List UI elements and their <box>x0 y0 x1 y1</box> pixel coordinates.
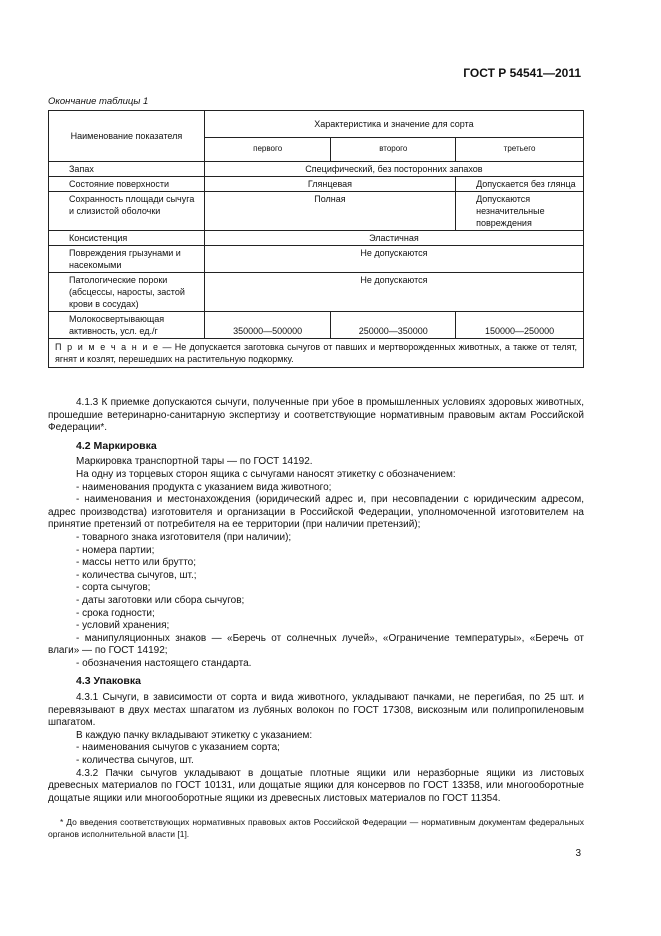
paragraph-4-1-3: 4.1.3 К приемке допускаются сычуги, полученные при убое в промышленных условиях здоровых животных, прошедшие ветеринарно-санитарную экспертизу и соответствующие нормативным правовым актам Российской Федерации*. <box>48 397 584 434</box>
row-name: Сохранность площади сычуга и слизистой оболочки <box>49 192 205 231</box>
row-value: Глянцевая <box>204 177 455 192</box>
list-item: - даты заготовки или сбора сычугов; <box>76 594 245 606</box>
list-item: - условий хранения; <box>76 620 170 632</box>
row-value: 250000—350000 <box>331 312 456 339</box>
header-grade-group: Характеристика и значение для сорта <box>204 111 583 138</box>
list-item: - наименования продукта с указанием вида животного; <box>76 481 332 493</box>
note-text: — Не допускается заготовка сычугов от павших и мертворожденных животных, а также от телят, ягнят и козлят, перешедших на растительную подкормку. <box>55 342 577 364</box>
page-number: 3 <box>575 848 581 859</box>
paragraph-4-3-1-b: В каждую пачку вкладывают этикетку с указанием: <box>76 729 313 741</box>
row-name: Консистенция <box>49 231 205 246</box>
paragraph-4-2-a: Маркировка транспортной тары — по ГОСТ 14192. <box>76 456 313 468</box>
footnote-text: * До введения соответствующих нормативных правовых актов Российской Федерации — нормативным документам федеральных органов исполнительной власти [1]. <box>48 817 584 839</box>
row-value: Допускается без глянца <box>456 177 584 192</box>
table-row <box>49 192 584 231</box>
row-value: Не допускаются <box>204 273 583 312</box>
document-code: ГОСТ Р 54541—2011 <box>463 66 581 80</box>
row-name: Патологические пороки (абсцессы, наросты, застой крови в сосудах) <box>49 273 205 312</box>
document-body <box>48 397 584 805</box>
table-note <box>49 339 584 368</box>
table-row <box>49 162 584 177</box>
list-item: - количества сычугов, шт. <box>76 755 194 767</box>
row-value: Эластичная <box>204 231 583 246</box>
row-name: Состояние поверхности <box>49 177 205 192</box>
header-indicator: Наименование показателя <box>49 111 205 162</box>
row-value: Специфический, без посторонних запахов <box>204 162 583 177</box>
paragraph-4-3-1: 4.3.1 Сычуги, в зависимости от сорта и вида животного, укладывают пачками, не перегибая, по 25 шт. и перевязывают в двух местах шпагатом из лубяных волокон по ГОСТ 17308, вискозным или полипропиленовым шпагатом. <box>48 692 584 729</box>
quality-table <box>48 110 584 368</box>
list-item: - количества сычугов, шт.; <box>76 569 197 581</box>
list-item: - срока годности; <box>76 607 155 619</box>
row-name: Повреждения грызунами и насекомыми <box>49 246 205 273</box>
list-item: - массы нетто или брутто; <box>76 557 196 569</box>
row-value: Полная <box>204 192 455 231</box>
table-header-row <box>49 111 584 138</box>
section-heading-4-2: 4.2 Маркировка <box>76 439 157 452</box>
section-heading-4-3: 4.3 Упаковка <box>76 675 141 688</box>
row-value: 350000—500000 <box>204 312 331 339</box>
header-grade-1: первого <box>204 137 331 161</box>
table-caption: Окончание таблицы 1 <box>48 96 149 107</box>
row-name: Молокосвертывающая активность, усл. ед./г <box>49 312 205 339</box>
footnote <box>48 816 584 840</box>
header-grade-3: третьего <box>456 137 584 161</box>
table-note-row <box>49 339 584 368</box>
paragraph-4-2-b: На одну из торцевых сторон ящика с сычугами наносят этикетку с обозначением: <box>76 468 456 480</box>
paragraph-4-3-2: 4.3.2 Пачки сычугов укладывают в дощатые плотные ящики или неразборные ящики из листовых древесных материалов по ГОСТ 10131, или дощатые ящики для консервов по ГОСТ 13358, или многооборотные дощатые ящики или многооборотные ящики из древесных листовых материалов по ГОСТ 11354. <box>48 767 584 804</box>
row-value: 150000—250000 <box>456 312 584 339</box>
table-row <box>49 312 584 339</box>
row-value: Не допускаются <box>204 246 583 273</box>
list-item: - товарного знака изготовителя (при наличии); <box>76 531 292 543</box>
row-value: Допускаются незначительные повреждения <box>456 192 584 231</box>
list-item: - номера партии; <box>76 544 155 556</box>
list-item: - наименования сычугов с указанием сорта; <box>76 742 280 754</box>
note-label: П р и м е ч а н и е <box>55 342 160 352</box>
table-row <box>49 231 584 246</box>
table-row <box>49 273 584 312</box>
row-name: Запах <box>49 162 205 177</box>
header-grade-2: второго <box>331 137 456 161</box>
list-item: - обозначения настоящего стандарта. <box>76 657 252 669</box>
list-item: - сорта сычугов; <box>76 582 151 594</box>
table-row <box>49 177 584 192</box>
list-item: - манипуляционных знаков — «Беречь от солнечных лучей», «Ограничение температуры», «Беречь от влаги» — по ГОСТ 14192; <box>48 632 584 657</box>
table-row <box>49 246 584 273</box>
list-item: - наименования и местонахождения (юридический адрес и, при несовпадении с юридическим адресом, адрес производства) изготовителя и организации в Российской Федерации, уполномоченной изготовителем на принятие претензий от потребителя на ее территории (при наличии претензий); <box>48 494 584 531</box>
